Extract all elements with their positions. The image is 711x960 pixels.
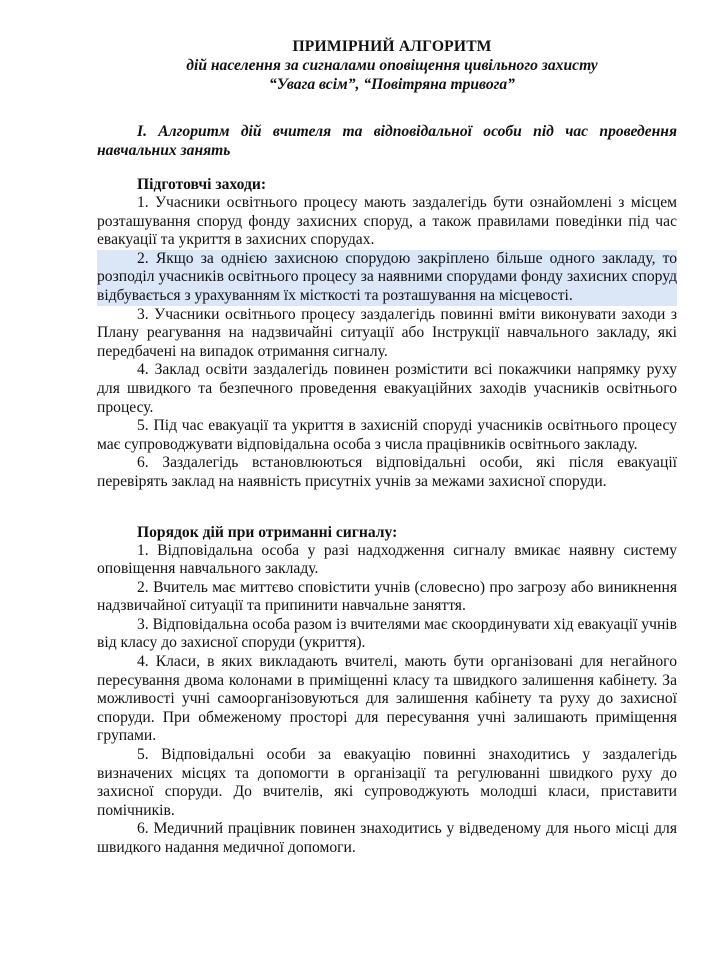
title-main: ПРИМІРНИЙ АЛГОРИТМ — [292, 38, 492, 55]
procedure-item-1: 1. Відповідальна особа у разі надходження сигналу вмикає наявну систему оповіщення навчального закладу. — [97, 541, 677, 578]
preparatory-item-4: 4. Заклад освіти заздалегідь повинен розмістити всі покажчики напрямку руху для швидкого та безпечного проведення евакуаційних заходів учасників освітнього процесу. — [97, 361, 677, 416]
preparatory-item-6: 6. Заздалегідь встановлюються відповідальні особи, які після евакуації перевірять заклад на наявність присутніх учнів за межами захисної споруди. — [97, 454, 677, 490]
preparatory-item-2: 2. Якщо за однією захисною спорудою закріплено більше одного закладу, то розподіл учасників освітнього процесу за наявними спорудами фонду захисних споруд відбувається з урахуванням їх місткості та розташування на місцевості. — [97, 249, 677, 304]
preparatory-item-3: 3. Учасники освітнього процесу заздалегідь повинні вміти виконувати заходи з Плану реагування на надзвичайні ситуації або Інструкції навчального закладу, які передбачені на випадок отримання сигналу. — [97, 305, 677, 360]
procedure-item-3: 3. Відповідальна особа разом із вчителями має скоординувати хід евакуації учнів від класу до захисної споруди (укриття). — [97, 615, 677, 652]
procedure-item-2: 2. Вчитель має миттєво сповістити учнів (словесно) про загрозу або виникнення надзвичайної ситуації та припинити навчальне заняття. — [97, 578, 677, 615]
document-title — [107, 37, 677, 94]
preparatory-item-1: 1. Учасники освітнього процесу мають заздалегідь бути ознайомлені з місцем розташування споруд фонду захисних споруд, а також правилами поведінки під час евакуації та укриття в захисних спорудах. — [97, 194, 677, 249]
title-subtitle: дій населення за сигналами оповіщення цивільного захисту — [186, 57, 598, 74]
procedure-item-5: 5. Відповідальні особи за евакуацію повинні знаходитись у заздалегідь визначених місцях та допомогти в організації та регулюванні швидкого руху до захисної споруди. До вчителів, які супроводжують молодші класи, приставити помічників. — [97, 746, 677, 819]
procedure-heading: Порядок дій при отриманні сигналу: — [137, 523, 398, 541]
procedure-item-4: 4. Класи, в яких викладають вчителі, мають бути організовані для негайного пересування двома колонами в приміщенні класу та швидкого залишення кабінету. За можливості учні самоорганізовуються для залишення кабінету та руху до захисної споруди. При обмеженому просторі для пересування учні залишають приміщення групами. — [97, 653, 677, 745]
preparatory-heading: Підготовчі заходи: — [137, 176, 267, 193]
procedure-item-6: 6. Медичний працівник повинен знаходитись у відведеному для нього місці для швидкого надання медичної допомоги. — [97, 820, 677, 856]
section-heading: I. Алгоритм дій вчителя та відповідальної особи під час проведення навчальних занять — [97, 123, 677, 159]
preparatory-item-5: 5. Під час евакуації та укриття в захисній споруді учасників освітнього процесу має супроводжувати відповідальна особа з числа працівників освітнього закладу. — [97, 417, 677, 453]
title-signals: “Увага всім”, “Повітряна тривога” — [269, 76, 515, 93]
